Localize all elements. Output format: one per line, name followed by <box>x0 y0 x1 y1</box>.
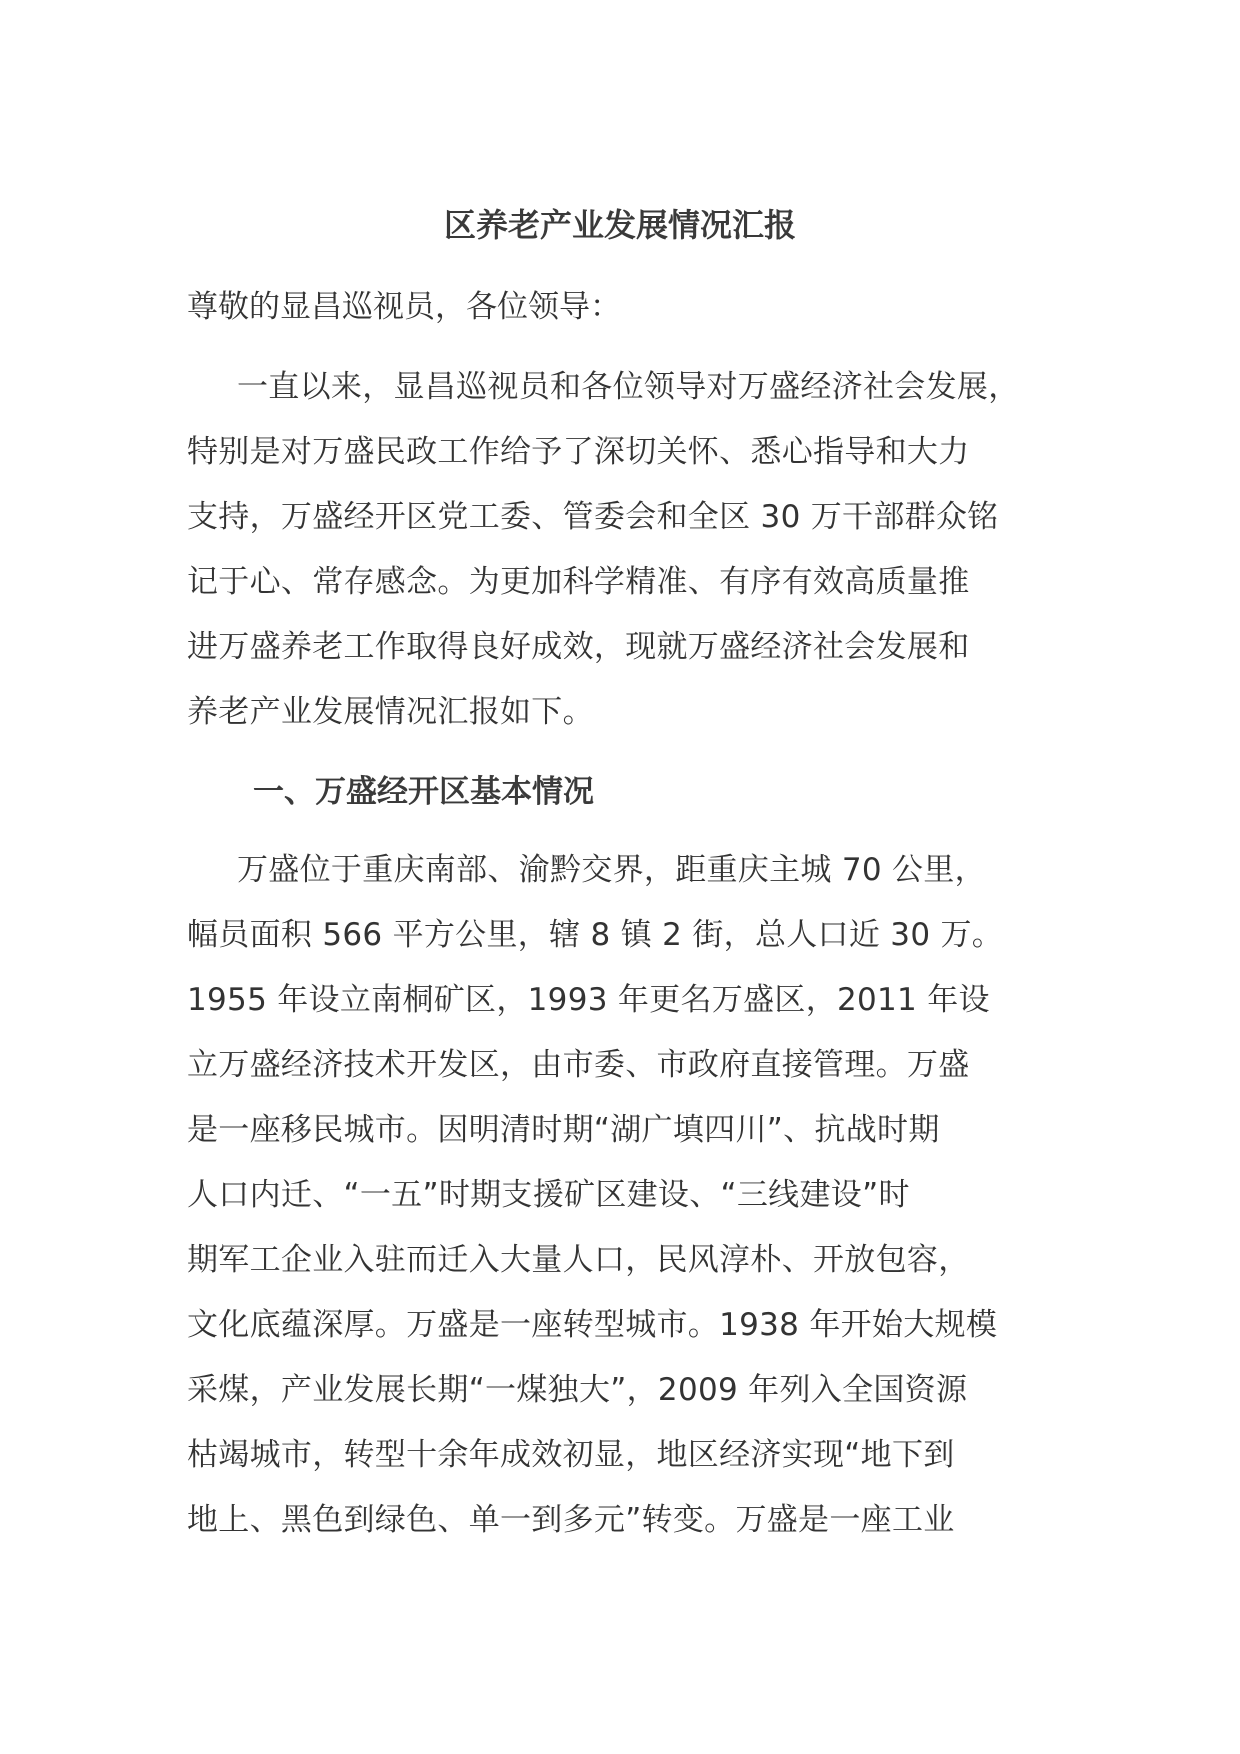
paragraph-intro <box>187 355 1067 745</box>
paragraph-line: 枯竭城市，转型十余年成效初显，地区经济实现“地下到 <box>187 1437 955 1473</box>
paragraph-line: 进万盛养老工作取得良好成效，现就万盛经济社会发展和 <box>187 629 970 665</box>
paragraph-line: 记于心、常存感念。为更加科学精准、有序有效高质量推 <box>187 564 970 600</box>
paragraph-line: 文化底蕴深厚。万盛是一座转型城市。1938 年开始大规模 <box>187 1307 998 1343</box>
salutation: 尊敬的显昌巡视员，各位领导： <box>187 289 621 325</box>
paragraph-line: 是一座移民城市。因明清时期“湖广填四川”、抗战时期 <box>187 1112 940 1148</box>
paragraph-line: 采煤，产业发展长期“一煤独大”，2009 年列入全国资源 <box>187 1372 968 1408</box>
paragraph-line: 一直以来，显昌巡视员和各位领导对万盛经济社会发展， <box>237 369 1020 405</box>
paragraph-line: 地上、黑色到绿色、单一到多元”转变。万盛是一座工业 <box>187 1502 955 1538</box>
paragraph-line: 人口内迁、“一五”时期支援矿区建设、“三线建设”时 <box>187 1177 910 1213</box>
paragraph-line: 特别是对万盛民政工作给予了深切关怀、悉心指导和大力 <box>187 434 970 470</box>
section-heading: 一、万盛经开区基本情况 <box>253 774 594 810</box>
paragraph-line: 支持，万盛经开区党工委、管委会和全区 30 万干部群众铭 <box>187 499 999 535</box>
paragraph-line: 1955 年设立南桐矿区，1993 年更名万盛区，2011 年设 <box>187 982 990 1018</box>
paragraph-line: 期军工企业入驻而迁入大量人口，民风淳朴、开放包容， <box>187 1242 970 1278</box>
paragraph-line: 万盛位于重庆南部、渝黔交界，距重庆主城 70 公里， <box>237 852 986 888</box>
document-title: 区养老产业发展情况汇报 <box>443 206 796 244</box>
paragraph-line: 立万盛经济技术开发区，由市委、市政府直接管理。万盛 <box>187 1047 970 1083</box>
paragraph-line: 幅员面积 566 平方公里，辖 8 镇 2 街，总人口近 30 万。 <box>187 917 1004 953</box>
paragraph-basic-info <box>187 838 1067 1553</box>
paragraph-line: 养老产业发展情况汇报如下。 <box>187 694 594 730</box>
